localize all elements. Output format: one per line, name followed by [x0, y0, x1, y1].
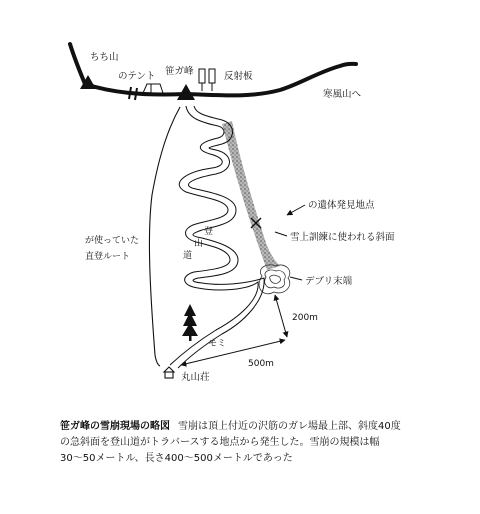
kasagamine-label: 笹ガ峰 [165, 66, 194, 77]
kasagamine-peak-icon [177, 84, 195, 100]
caption-line-1 [60, 419, 480, 435]
reflector-icon [199, 69, 215, 91]
scale-200-line [275, 295, 287, 337]
scale-200-label: 200m [292, 313, 318, 323]
direct-route-line [149, 107, 180, 366]
fir-tree-icon [182, 304, 198, 341]
debris-end-label: デブリ末端 [305, 276, 353, 287]
trail-label-2: 山 [194, 239, 204, 249]
tent-icon [143, 84, 163, 93]
scale-500-label: 500m [248, 359, 274, 369]
reflector-label: 反射板 [224, 71, 253, 82]
chichi-yama-label: ちち山 [90, 52, 119, 63]
avalanche-path [222, 121, 280, 270]
trail-label-3: 道 [183, 251, 193, 261]
debris-end-pointer [290, 277, 302, 280]
kanpuzan-label: 寒風山へ [323, 89, 362, 100]
body-found-label: の遺体発見地点 [308, 200, 375, 211]
route-name-label: 直登ルート [85, 252, 131, 262]
training-slope-pointer [275, 232, 287, 236]
training-slope-label: 雪上訓練に使われる斜面 [290, 232, 395, 243]
fir-label: モミ [208, 339, 227, 349]
figure-caption [60, 419, 480, 467]
caption-title: 笹ガ峰の雪崩現場の略図 [60, 421, 170, 432]
caption-line-2: の急斜面を登山道がトラバースする地点から発生した。雪崩の規模は幅 [60, 437, 380, 448]
caption-text-1: 雪崩は頂上付近の沢筋のガレ場最上部、斜度40度 [178, 421, 401, 432]
caption-line-3: 30～50メートル、長さ400～500メートルであった [60, 453, 293, 464]
maruyama-label: 丸山荘 [181, 372, 210, 383]
tent-label: のテント [118, 71, 156, 82]
hiking-trail [170, 106, 264, 368]
route-used-label: が使っていた [85, 236, 140, 246]
hut-icon [164, 367, 174, 378]
body-found-pointer [287, 205, 305, 215]
trail-label-1: 登 [204, 227, 214, 237]
